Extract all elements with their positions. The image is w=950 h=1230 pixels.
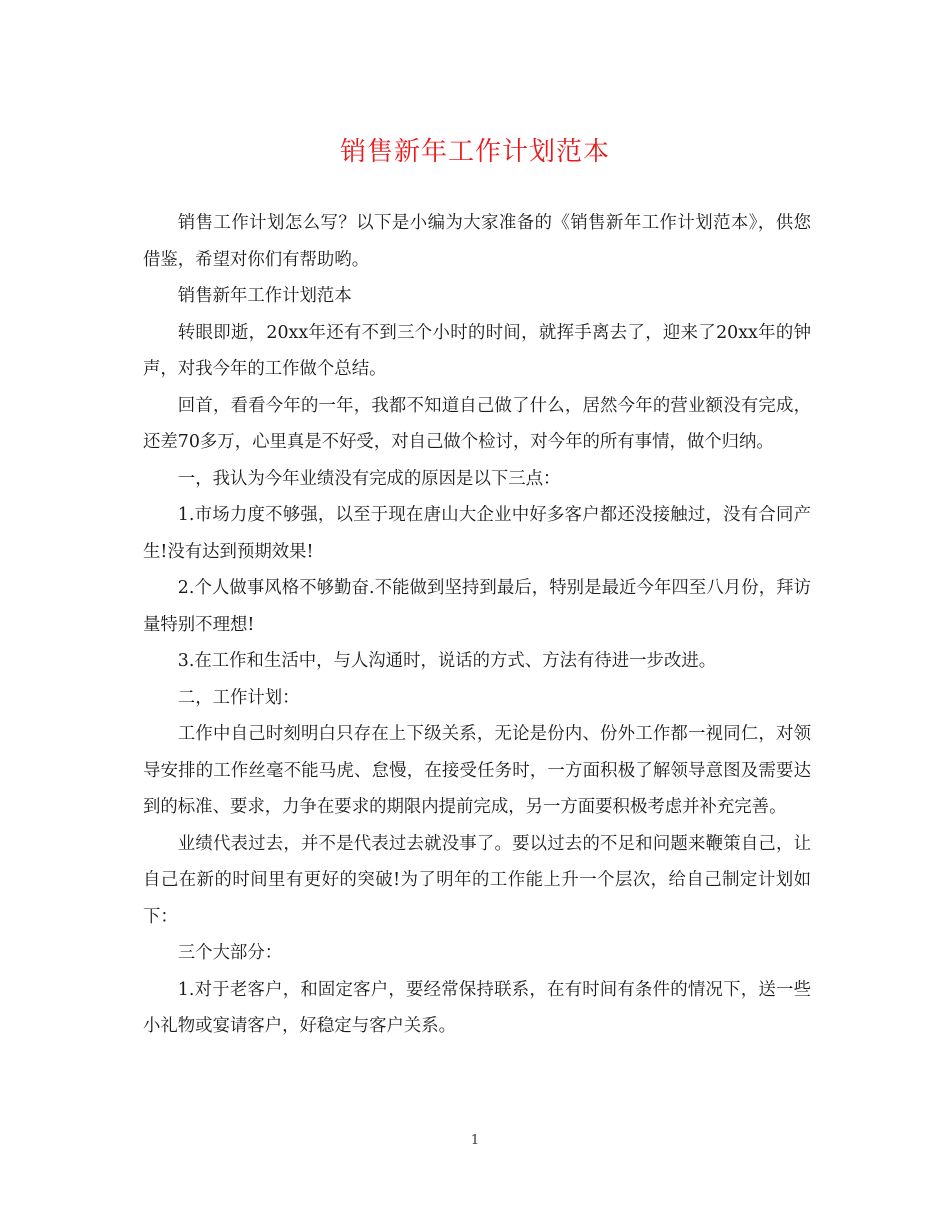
paragraph: 销售新年工作计划范本 <box>177 286 352 306</box>
document-title: 销售新年工作计划范本 <box>339 137 610 167</box>
paragraph: 工作中自己时刻明白只存在上下级关系，无论是份内、份外工作都一视同仁，对领导安排的工作丝毫不能马虎、怠慢，在接受任务时，一方面积极了解领导意图及需要达到的标准、要求，力争在要求的期限内提前完成，另一方面要积极考虑并补充完善。 <box>143 724 811 817</box>
paragraph: 回首，看看今年的一年，我都不知道自己做了什么，居然今年的营业额没有完成，还差70多万，心里真是不好受，对自己做个检讨，对今年的所有事情，做个归纳。 <box>143 395 811 452</box>
paragraph: 3.在工作和生活中，与人沟通时，说话的方式、方法有待进一步改进。 <box>177 651 717 671</box>
paragraph: 2.个人做事风格不够勤奋.不能做到坚持到最后，特别是最近今年四至八月份，拜访量特别不理想! <box>143 578 811 635</box>
paragraph: 三个大部分： <box>177 943 283 963</box>
paragraph: 1.市场力度不够强，以至于现在唐山大企业中好多客户都还没接触过，没有合同产生!没有达到预期效果! <box>143 505 811 562</box>
paragraph: 二，工作计划： <box>177 687 300 708</box>
paragraph: 业绩代表过去，并不是代表过去就没事了。要以过去的不足和问题来鞭策自己，让自己在新的时间里有更好的突破!为了明年的工作能上升一个层次，给自己制定计划如下： <box>143 833 811 927</box>
paragraph: 一，我认为今年业绩没有完成的原因是以下三点： <box>177 468 561 489</box>
paragraph: 1.对于老客户，和固定客户，要经常保持联系，在有时间有条件的情况下，送一些小礼物或宴请客户，好稳定与客户关系。 <box>143 979 811 1036</box>
paragraph: 转眼即逝，20xx年还有不到三个小时的时间，就挥手离去了，迎来了20xx年的钟声，对我今年的工作做个总结。 <box>143 322 811 379</box>
paragraph: 销售工作计划怎么写？以下是小编为大家准备的《销售新年工作计划范本》，供您借鉴，希望对你们有帮助哟。 <box>143 213 811 270</box>
page-number: 1 <box>470 1133 480 1148</box>
document-body <box>143 205 811 1045</box>
